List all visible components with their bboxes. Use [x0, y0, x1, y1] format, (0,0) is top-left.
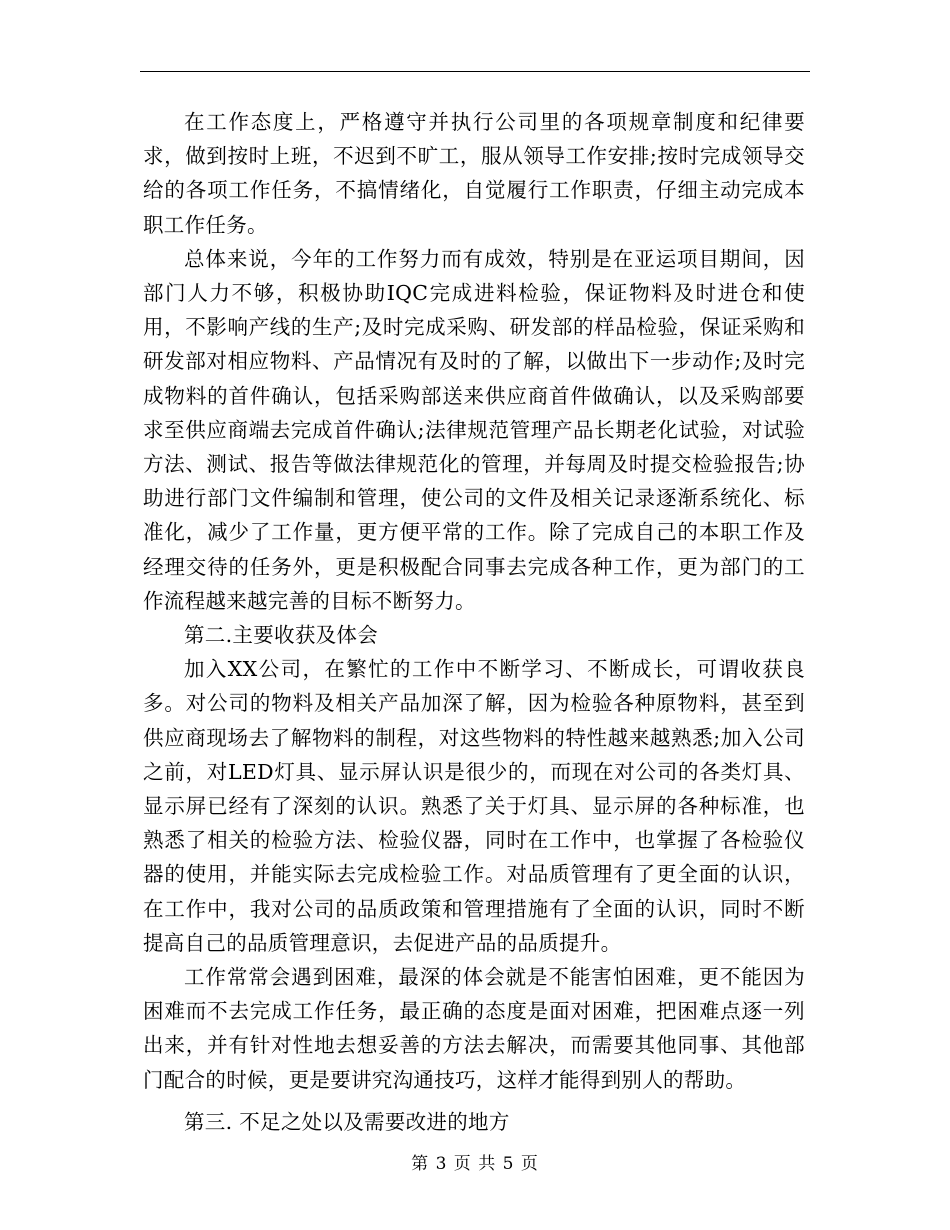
document-body [143, 105, 805, 1139]
section-heading-shortcomings: 第三. 不足之处以及需要改进的地方 [184, 1109, 510, 1134]
header-rule [140, 71, 810, 72]
paragraph-difficulties: 工作常常会遇到困难，最深的体会就是不能害怕困难，更不能因为困难而不去完成工作任务，最正确的态度是面对困难，把困难点逐一列出来，并有针对性地去想妥善的方法去解决，而需要其他同事、其他部门配合的时候，更是要讲究沟通技巧，这样才能得到别人的帮助。 [143, 965, 805, 1092]
page-footer: 第 3 页 共 5 页 [411, 1154, 539, 1174]
paragraph-overall-summary: 总体来说，今年的工作努力而有成效，特别是在亚运项目期间，因部门人力不够，积极协助IQC完成进料检验，保证物料及时进仓和使用，不影响产线的生产;及时完成采购、研发部的样品检验，保证采购和研发部对相应物料、产品情况有及时的了解，以做出下一步动作;及时完成物料的首件确认，包括采购部送来供应商首件做确认，以及采购部要求至供应商端去完成首件确认;法律规范管理产品长期老化试验，对试验方法、测试、报告等做法律规范化的管理，并每周及时提交检验报告;协助进行部门文件编制和管理，使公司的文件及相关记录逐渐系统化、标准化，减少了工作量，更方便平常的工作。除了完成自己的本职工作及经理交待的任务外，更是积极配合同事去完成各种工作，更为部门的工作流程越来越完善的目标不断努力。 [143, 246, 805, 613]
paragraph-gains: 加入XX公司，在繁忙的工作中不断学习、不断成长，可谓收获良多。对公司的物料及相关产品加深了解，因为检验各种原物料，甚至到供应商现场去了解物料的制程，对这些物料的特性越来越熟悉;加入公司之前，对LED灯具、显示屏认识是很少的，而现在对公司的各类灯具、显示屏已经有了深刻的认识。熟悉了关于灯具、显示屏的各种标准，也熟悉了相关的检验方法、检验仪器，同时在工作中，也掌握了各检验仪器的使用，并能实际去完成检验工作。对品质管理有了更全面的认识，在工作中，我对公司的品质政策和管理措施有了全面的认识，同时不断提高自己的品质管理意识，去促进产品的品质提升。 [143, 657, 805, 955]
section-heading-gains: 第二.主要收获及体会 [184, 623, 379, 648]
paragraph-work-attitude: 在工作态度上，严格遵守并执行公司里的各项规章制度和纪律要求，做到按时上班，不迟到不旷工，服从领导工作安排;按时完成领导交给的各项工作任务，不搞情绪化，自觉履行工作职责，仔细主动完成本职工作任务。 [143, 110, 805, 237]
